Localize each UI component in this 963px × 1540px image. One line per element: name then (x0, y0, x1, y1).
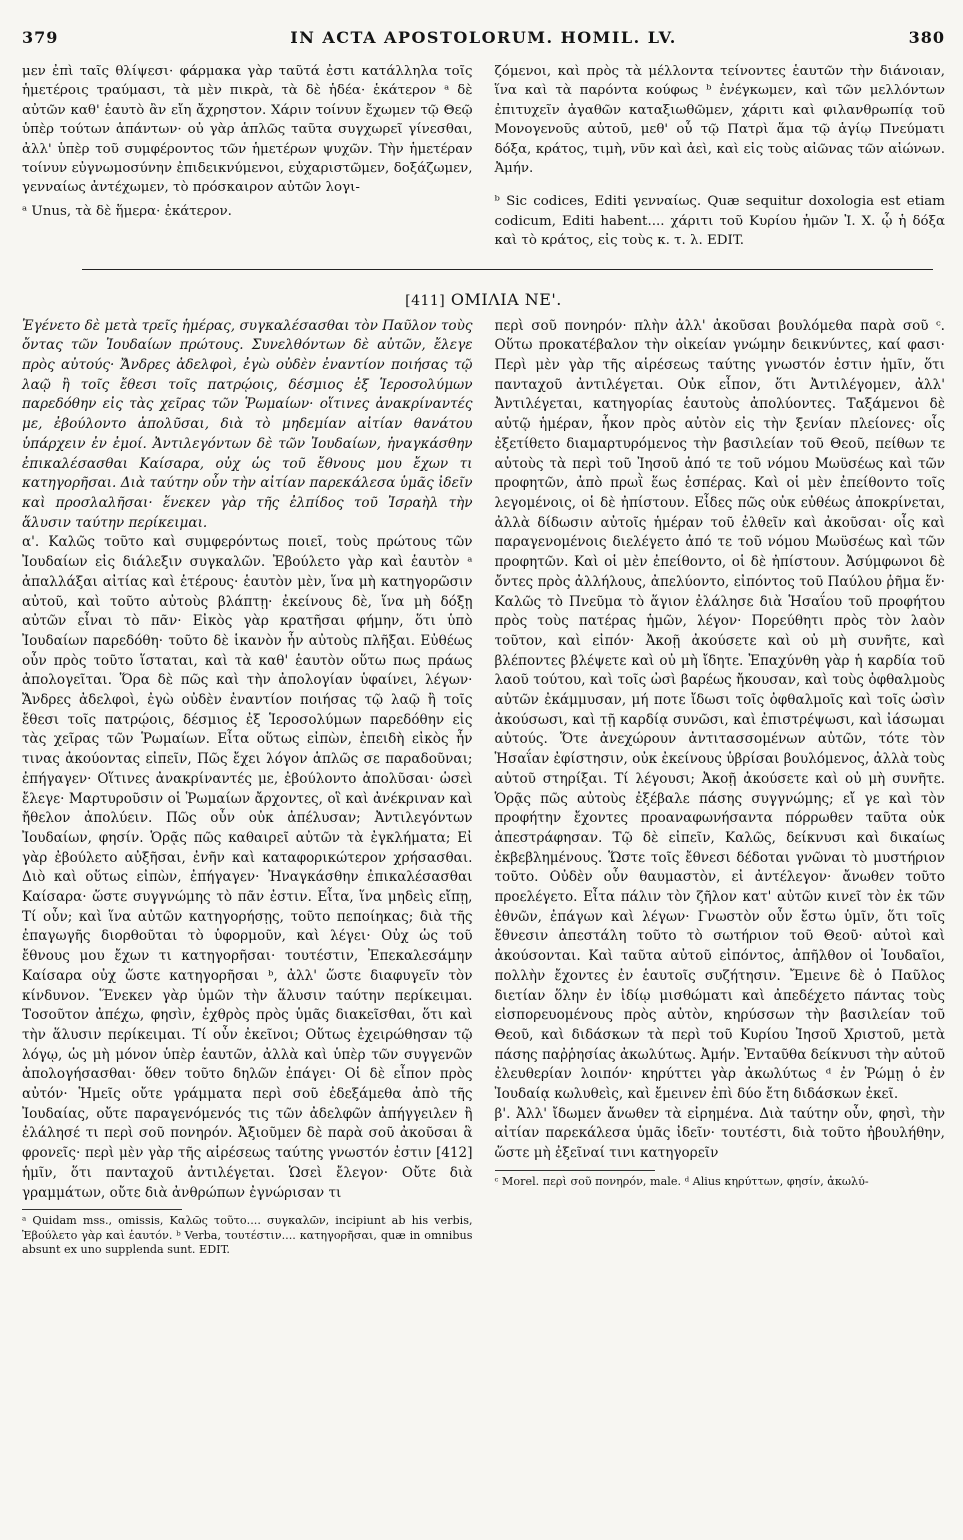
top-left-footnote: ᵃ Unus, τὰ δὲ ἥμερα· ἑκάτερον. (22, 203, 232, 219)
top-section (22, 62, 945, 251)
running-head (22, 28, 945, 50)
scripture-passage: Ἐγένετο δὲ μετὰ τρεῖς ἡμέρας, συγκαλέσασθαι τὸν Παῦλον τοὺς ὄντας τῶν Ἰουδαίων πρώτους. Συνελθόντων δὲ αὐτῶν, ἔλεγε πρὸς αὐτούς· Ἄνδρες ἀδελφοὶ, ἐγὼ οὐδὲν ἐναντίον ποιήσας τῷ λαῷ ἢ τοῖς ἔθεσι τοῖς πατρῴοις, δέσμιος ἐξ Ἱεροσολύμων παρεδόθην εἰς τὰς χεῖρας τῶν Ῥωμαίων· οἵτινες ἀνακρίναντές με, ἐβούλοντο ἀπολῦσαι, διὰ τὸ μηδεμίαν αἰτίαν θανάτου ὑπάρχειν ἐν ἐμοί. Ἀντιλεγόντων δὲ τῶν Ἰουδαίων, ἠναγκάσθην ἐπικαλέσασθαι Καίσαρα, οὐχ ὡς τοῦ ἔθνους μου ἔχων τι κατηγορῆσαι. Διὰ ταύτην οὖν τὴν αἰτίαν παρεκάλεσα ὑμᾶς ἰδεῖν καὶ προσλαλῆσαι· ἕνεκεν γὰρ τῆς ἐλπίδος τοῦ Ἰσραὴλ τὴν ἅλυσιν ταύτην περίκειμαι. (22, 317, 473, 531)
page-number-left: 379 (22, 28, 59, 47)
footnote-rule-left (22, 1209, 182, 1210)
top-right-column (495, 62, 946, 251)
top-left-column (22, 62, 473, 251)
left-column (22, 317, 473, 1258)
homily-heading (22, 290, 945, 309)
right-paragraph-2: β'. Ἀλλ' ἴδωμεν ἄνωθεν τὰ εἰρημένα. Διὰ ταύτην οὖν, φησὶ, τὴν αἰτίαν παρεκάλεσα ὑμᾶς ἰδεῖν· τουτέστι, διὰ τοῦτο ἠβουλήθην, ὥστε μὴ ἐξεῖναί τινι κατηγορεῖν (494, 1105, 945, 1162)
left-paragraph: α'. Καλῶς τοῦτο καὶ συμφερόντως ποιεῖ, τοὺς πρώτους τῶν Ἰουδαίων εἰς διάλεξιν συγκαλῶν. Ἐβούλετο γὰρ καὶ ἑαυτὸν ᵃ ἀπαλλάξαι αἰτίας καὶ ἑτέρους· ἑαυτὸν μὲν, ἵνα μὴ κατηγορῶσιν αὐτοῦ, καὶ τοῦτο αὐτοὺς βλάπτῃ· ἐκείνους δὲ, ἵνα μὴ δόξῃ αὐτῶν εἶναι τὸ πᾶν· Εἰκὸς γὰρ κρατῆσαι φήμην, ὅτι ὑπὸ Ἰουδαίων παρεδόθη· τοῦτο δὲ ἱκανὸν ἦν αὐτοὺς πλῆξαι. Εὐθέως οὖν πρὸς τοῦτο ἵσταται, καὶ τὰ καθ' ἑαυτὸν οὕτω πως πράως ἀπολογεῖται. Ὅρα δὲ πῶς καὶ τὴν ἀπολογίαν ὑφαίνει, λέγων· Ἄνδρες ἀδελφοὶ, ἐγὼ οὐδὲν ἐναντίον ποιήσας τῷ λαῷ ἢ τοῖς ἔθεσι τοῖς πατρῴοις, δέσμιος ἐξ Ἱεροσολύμων παρεδόθην εἰς τὰς χεῖρας τῶν Ῥωμαίων. Εἶτα οὕτως εἰπὼν, ἐπειδὴ εἰκὸς ἦν τινας ἀκούοντας εἰπεῖν, Πῶς ἔχει λόγον ἁπλῶς σε παραδοῦναι; ἐπήγαγεν· Οἵτινες ἀνακρίναντές με, ἐβούλοντο ἀπολῦσαι· ὡσεὶ ἔλεγε· Μαρτυροῦσιν οἱ Ῥωμαίων ἄρχοντες, οἳ καὶ ἀνέκριναν καὶ ἤθελον ἀπολύειν. Πῶς οὖν οὐκ ἀπέλυσαν; Ἀντιλεγόντων Ἰουδαίων, φησίν. Ὁρᾷς πῶς καθαιρεῖ αὐτῶν τὰ ἐγκλήματα; Εἰ γὰρ ἐβούλετο αὐξῆσαι, ἐνῆν καὶ καταφορικώτερον χρήσασθαι. Διὸ καὶ οὕτως εἰπὼν, ἐπήγαγεν· Ἠναγκάσθην ἐπικαλέσασθαι Καίσαρα· ὥστε συγγνώμης τὸ πᾶν ἐστιν. Εἶτα, ἵνα μηδεὶς εἴπῃ, Τί οὖν; καὶ ἵνα αὐτῶν κατηγορήσῃς, τοῦτο πεποίηκας; διὰ τῆς ἐπαγωγῆς διορθοῦται τὸ ὑφορμοῦν, καὶ λέγει· Οὐχ ὡς τοῦ ἔθνους μου ἔχων τι κατηγορῆσαι· τουτέστιν, Ἐπεκαλεσάμην Καίσαρα οὐχ ὥστε κατηγορῆσαι ᵇ, ἀλλ' ὥστε διαφυγεῖν τὸν κίνδυνον. Ἕνεκεν γὰρ ὑμῶν τὴν ἅλυσιν ταύτην περίκειμαι. Τοσοῦτον ἀπέχω, φησὶν, ἐχθρὸς πρὸς ὑμᾶς διακεῖσθαι, ὅτι καὶ τὴν ἅλυσιν περίκειμαι. Τί οὖν ἐκεῖνοι; Οὕτως ἐχειρώθησαν τῷ λόγῳ, ὡς μὴ μόνον ὑπὲρ ἑαυτῶν, ἀλλὰ καὶ ὑπὲρ τῶν συγγενῶν ἀπολογήσασθαι· ὅθεν τοῦτο δηλῶν ἐπάγει· Οἱ δὲ εἶπον πρὸς αὐτόν· Ἡμεῖς οὔτε γράμματα περὶ σοῦ ἐδεξάμεθα ἀπὸ τῆς Ἰουδαίας, οὔτε παραγενόμενός τις τῶν ἀδελφῶν ἀπήγγειλεν ἢ ἐλάλησέ τι περὶ σοῦ πονηρόν. Ἀξιοῦμεν δὲ παρὰ σοῦ ἀκοῦσαι ἃ φρονεῖς· περὶ μὲν γὰρ τῆς αἱρέσεως ταύτης γνωστόν ἐστιν [412] ἡμῖν, ὅτι πανταχοῦ ἀντιλέγεται. Ὡσεὶ ἔλεγον· Οὔτε διὰ γραμμάτων, οὔτε διὰ ἀνθρώπων ἐγνώρισαν τι (22, 534, 473, 1201)
right-column (495, 317, 946, 1258)
footnote-rule-right (495, 1170, 655, 1171)
top-right-footnote: ᵇ Sic codices, Editi γενναίως. Quæ sequitur doxologia est etiam codicum, Editi habent.... χάριτι τοῦ Κυρίου ἡμῶν Ἰ. Χ. ᾧ ἡ δόξα καὶ τὸ κράτος, εἰς τοὺς κ. τ. λ. EDIT. (494, 194, 945, 249)
homily-title: ΟΜΙΛΙΑ ΝΕ'. (450, 289, 562, 309)
main-section (22, 317, 945, 1258)
running-title: IN ACTA APOSTOLORUM. HOMIL. LV. (290, 28, 677, 47)
homily-page-ref: [411] (405, 292, 446, 309)
page-number-right: 380 (908, 28, 945, 47)
right-paragraph: περὶ σοῦ πονηρόν· πλὴν ἀλλ' ἀκοῦσαι βουλόμεθα παρὰ σοῦ ᶜ. Οὕτω προκατέβαλον τὴν οἰκείαν γνώμην δεικνύντες, καί φασι· Περὶ μὲν γὰρ τῆς αἱρέσεως ταύτης γνωστόν ἐστιν ἡμῖν, ὅτι πανταχοῦ ἀντιλέγεται. Οὐκ εἶπον, ὅτι Ἀντιλέγομεν, ἀλλ' Ἀντιλέγεται, κατηγορίας ἑαυτοὺς ἀπολύοντες. Ταξάμενοι δὲ αὐτῷ ἡμέραν, ἧκον πρὸς αὐτὸν εἰς τὴν ξενίαν πλείονες· οἷς ἐξετίθετο διαμαρτυρόμενος τὴν βασιλείαν τοῦ Θεοῦ, πείθων τε αὐτοὺς τὰ περὶ τοῦ Ἰησοῦ ἀπό τε τοῦ νόμου Μωϋσέως καὶ τῶν προφητῶν, ἀπὸ πρωῒ ἕως ἑσπέρας. Καὶ οἱ μὲν ἐπείθοντο τοῖς λεγομένοις, οἱ δὲ ἠπίστουν. Εἶδες πῶς οὐκ εὐθέως ἀποκρίνεται, ἀλλὰ δίδωσιν αὐτοῖς ἡμέραν τοῦ ἐλθεῖν καὶ ἀκοῦσαι· οἷς καὶ παραγενομένοις διελέγετο ἀπό τε τοῦ νόμου Μωϋσέως καὶ τῶν προφητῶν. Καὶ οἱ μὲν ἐπείθοντο, οἱ δὲ ἠπίστουν. Ἀσύμφωνοι δὲ ὄντες πρὸς ἀλλήλους, ἀπελύοντο, εἰπόντος τοῦ Παύλου ῥῆμα ἕν· Καλῶς τὸ Πνεῦμα τὸ ἅγιον ἐλάλησε διὰ Ἡσαΐου τοῦ προφήτου πρὸς τοὺς πατέρας ἡμῶν, λέγον· Πορεύθητι πρὸς τὸν λαὸν τοῦτον, καὶ εἰπόν· Ἀκοῇ ἀκούσετε καὶ οὐ μὴ συνῆτε, καὶ βλέποντες βλέψετε καὶ οὐ μὴ ἴδητε. Ἐπαχύνθη γὰρ ἡ καρδία τοῦ λαοῦ τούτου, καὶ τοῖς ὠσὶ βαρέως ἤκουσαν, καὶ τοὺς ὀφθαλμοὺς αὐτῶν ἐκάμμυσαν, μή ποτε ἴδωσι τοῖς ὀφθαλμοῖς καὶ τοῖς ὠσὶν ἀκούσωσι, καὶ τῇ καρδίᾳ συνῶσι, καὶ ἐπιστρέψωσι, καὶ ἰάσωμαι αὐτούς. Ὅτε ἀνεχώρουν ἀντιτασσομένων αὐτῶν, τότε τὸν Ἡσαΐαν ἐφίστησιν, οὐκ ἐκείνους ὑβρίσαι βουλόμενος, ἀλλὰ τοὺς αὐτοῦ στηρίξαι. Τί λέγουσι; Ἀκοῇ ἀκούσετε καὶ οὐ μὴ συνῆτε. Ὁρᾷς πῶς αὐτοὺς ἐξέβαλε πάσης συγγνώμης; εἴ γε καὶ τὸν προφήτην ἔχοντες προαναφωνήσαντα πόρρωθεν ταῦτα οὐκ ἀπεστράφησαν. Τῷ δὲ εἰπεῖν, Καλῶς, δείκνυσι καὶ δικαίως ἐκβεβλημένους. Ὥστε τοῖς ἔθνεσι δέδοται γνῶναι τὸ μυστήριον τοῦτο. Οὐδὲν οὖν θαυμαστὸν, εἰ ἀντέλεγον· ἄνωθεν τοῦτο προελέγετο. Εἶτα πάλιν τὸν ζῆλον κατ' αὐτῶν κινεῖ τὸν ἐκ τῶν ἐθνῶν, ἐπάγων καὶ λέγων· Γνωστὸν οὖν ἔστω ὑμῖν, ὅτι τοῖς ἔθνεσιν ἀπεστάλη τοῦτο τὸ σωτήριον τοῦ Θεοῦ· αὐτοὶ καὶ ἀκούσονται. Καὶ ταῦτα αὐτοῦ εἰπόντος, ἀπῆλθον οἱ Ἰουδαῖοι, πολλὴν ἔχοντες ἐν ἑαυτοῖς συζήτησιν. Ἔμεινε δὲ ὁ Παῦλος διετίαν ὅλην ἐν ἰδίῳ μισθώματι καὶ ἀπεδέχετο πάντας τοὺς εἰσπορευομένους πρὸς αὐτὸν, κηρύσσων τὴν βασιλείαν τοῦ Θεοῦ, καὶ διδάσκων τὰ περὶ τοῦ Κυρίου Ἰησοῦ Χριστοῦ, μετὰ πάσης παῤῥησίας ἀκωλύτως. Ἀμήν. Ἐνταῦθα δείκνυσι τὴν αὐτοῦ ἐλευθερίαν λοιπόν· κηρύττει γὰρ ἀκωλύτως ᵈ ἐν Ῥώμῃ ὁ ἐν Ἰουδαίᾳ κωλυθεὶς, καὶ ἔμεινεν ἐπὶ δύο ἔτη διδάσκων ἐκεῖ. (494, 317, 945, 1103)
section-divider (82, 269, 933, 270)
right-footnote: ᶜ Morel. περὶ σοῦ πονηρόν, male. ᵈ Alius κηρύττων, φησίν, ἀκωλύ- (494, 1174, 869, 1188)
left-footnote: ᵃ Quidam mss., omissis, Καλῶς τοῦτο.... συγκαλῶν, incipiunt ab his verbis, Ἐβούλετο γὰρ καὶ ἑαυτόν. ᵇ Verba, τουτέστιν.... κατηγορῆσαι, quæ in omnibus absunt ex uno supplenda sunt. EDIT. (22, 1214, 473, 1257)
top-right-text: ζόμενοι, καὶ πρὸς τὰ μέλλοντα τείνοντες ἑαυτῶν τὴν διάνοιαν, ἵνα καὶ τὰ παρόντα κούφως ᵇ ἐνέγκωμεν, καὶ τῶν μελλόντων ἐπιτυχεῖν ἀγαθῶν καταξιωθῶμεν, χάριτι καὶ φιλανθρωπίᾳ τοῦ Μονογενοῦς αὐτοῦ, μεθ' οὗ τῷ Πατρὶ ἅμα τῷ ἁγίῳ Πνεύματι δόξα, κράτος, τιμὴ, νῦν καὶ ἀεὶ, καὶ εἰς τοὺς αἰῶνας τῶν αἰώνων. Ἀμήν. (494, 64, 945, 177)
top-left-text: μεν ἐπὶ ταῖς θλίψεσι· φάρμακα γὰρ ταῦτά ἐστι κατάλληλα τοῖς ἡμετέροις τραύμασι, τὰ μὲν πικρὰ, τὰ δὲ ἡδέα· ἑκάτερον ᵃ δὲ αὐτῶν καθ' ἑαυτὸ ἂν εἴη ἄχρηστον. Χάριν τοίνυν ἔχωμεν τῷ Θεῷ ὑπὲρ τούτων ἁπάντων· οὐ γὰρ ἁπλῶς ταῦτα συγχωρεῖ γίνεσθαι, ἀλλ' ὑπὲρ τοῦ συμφέροντος τῶν ἡμετέρων ψυχῶν. Τὴν ἡμετέραν τοίνυν εὐγνωμοσύνην ἐπιδεικνύμενοι, εὐχαριστῶμεν, δοξάζωμεν, γενναίως ἀντέχωμεν, τὸ πρόσκαιρον αὐτῶν λογι- (22, 64, 473, 196)
